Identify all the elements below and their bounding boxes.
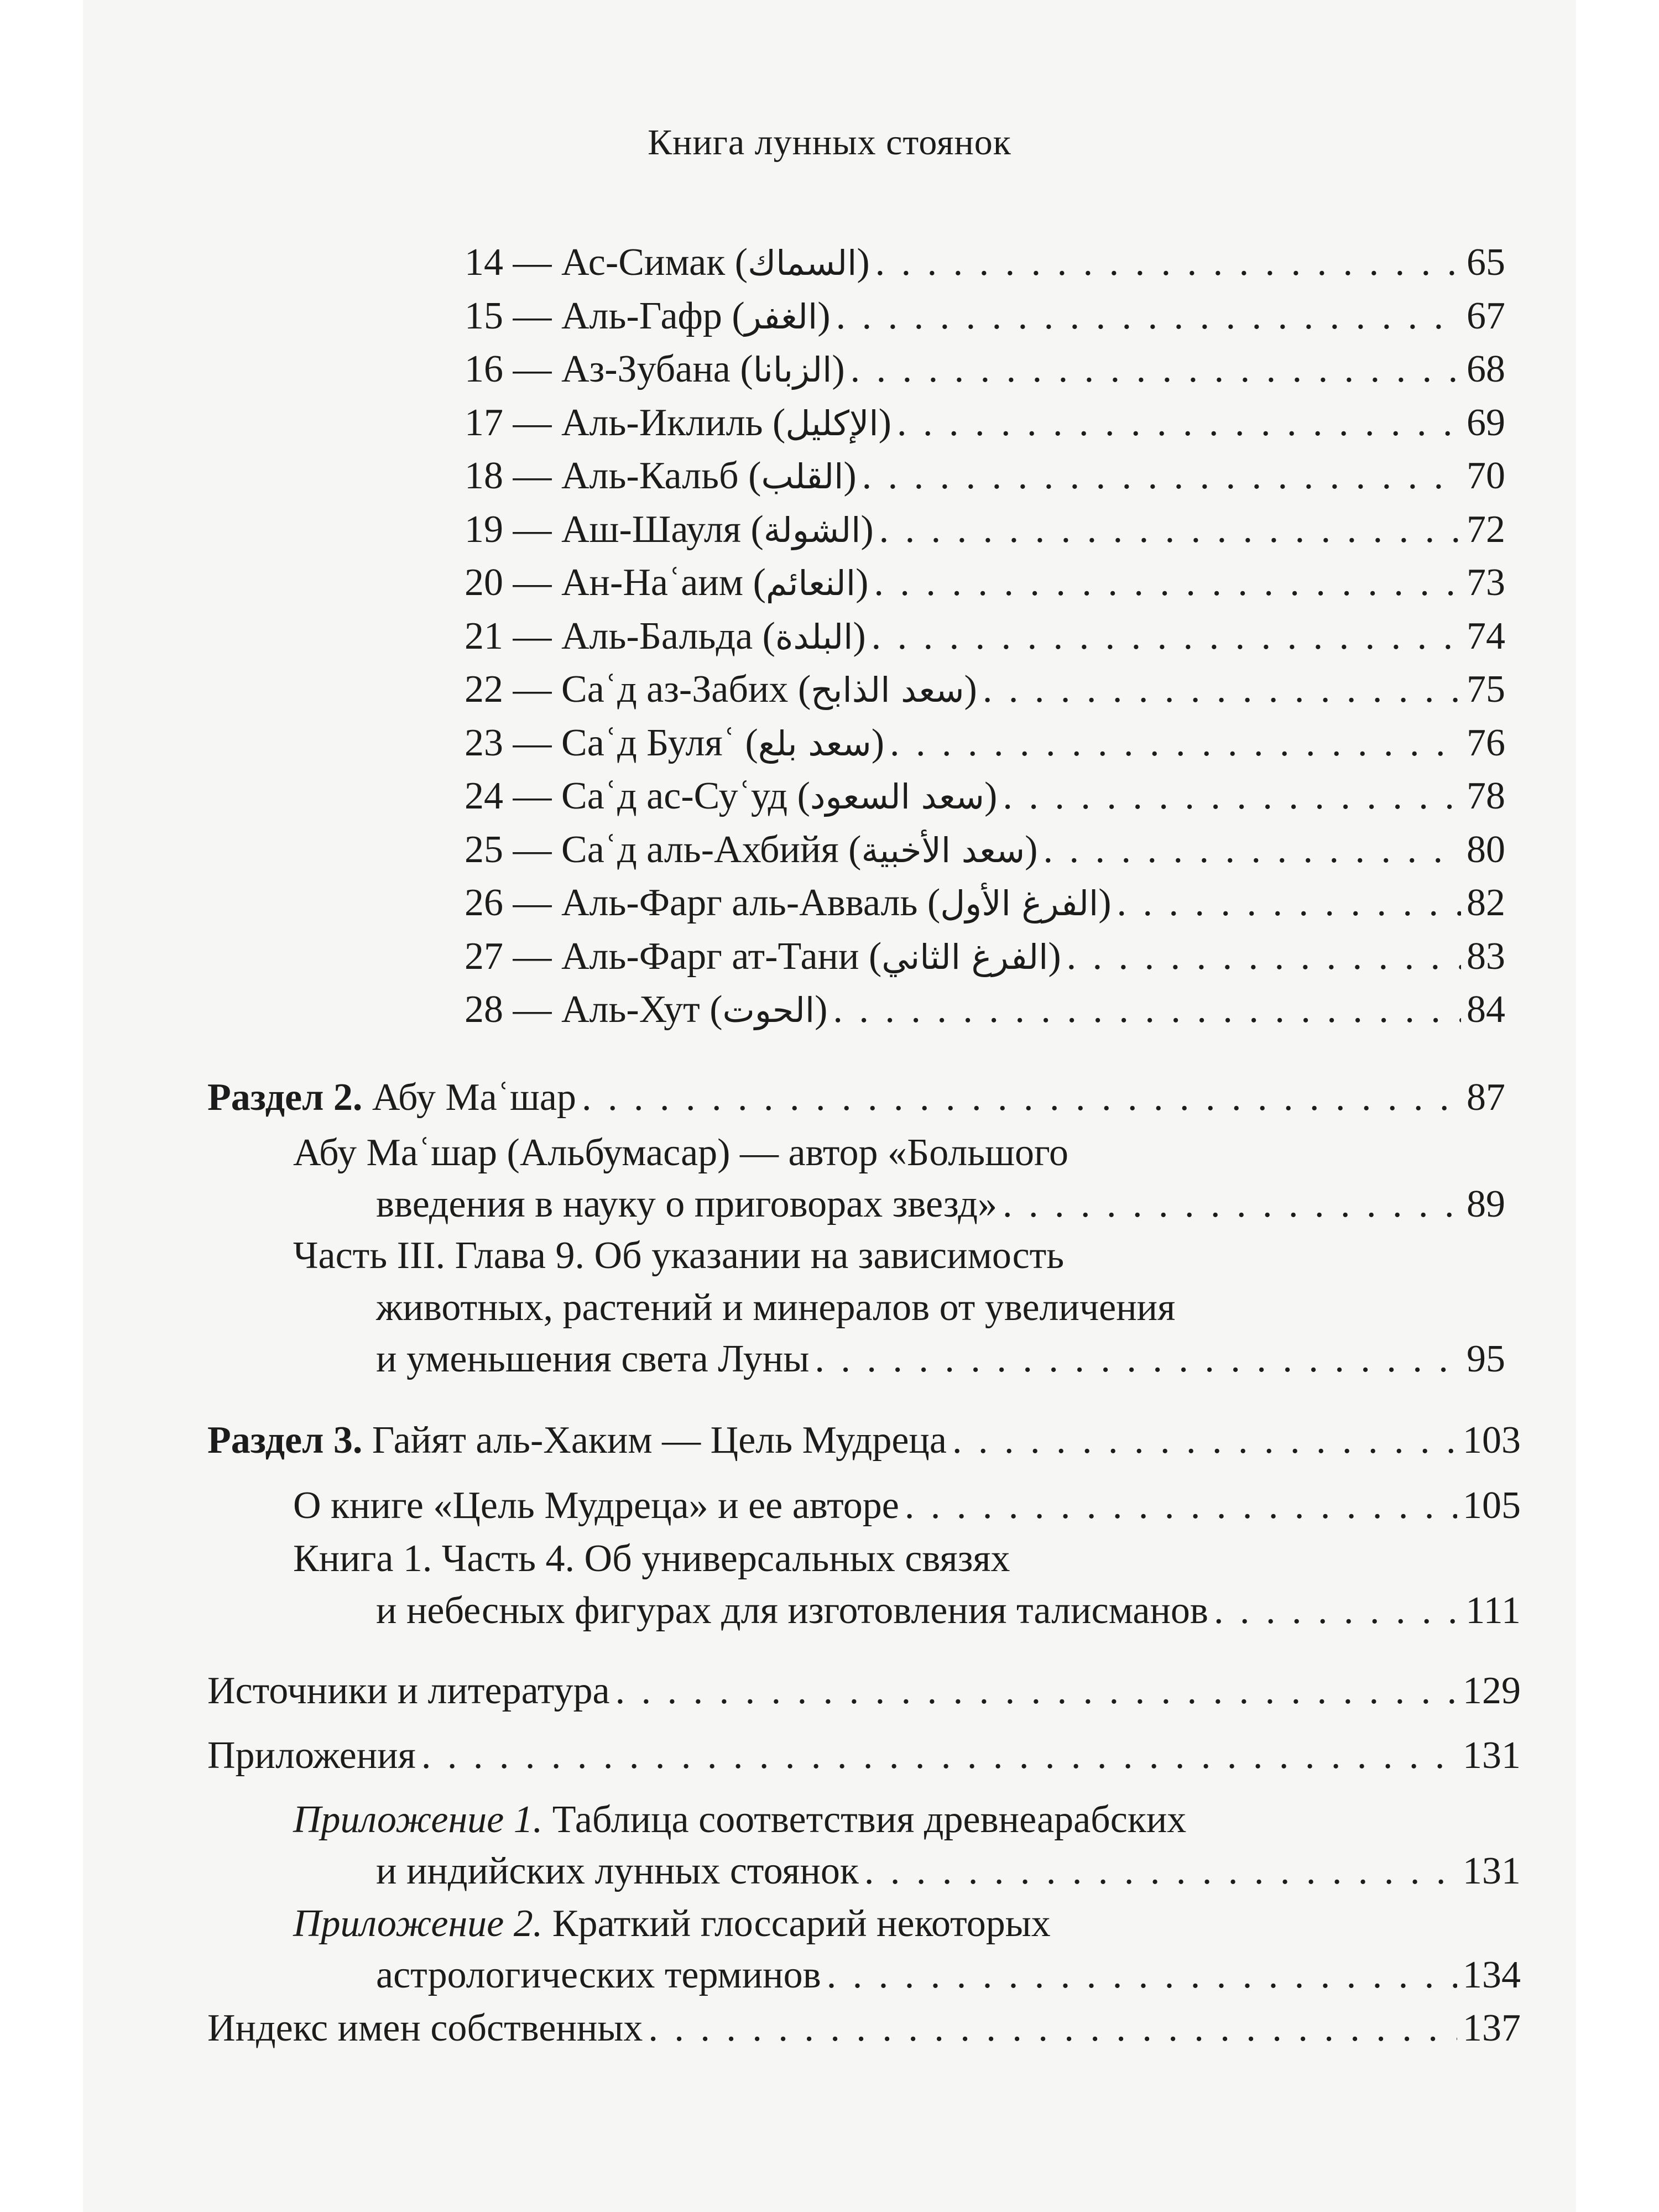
dot-leader [1067, 937, 1461, 976]
toc-entry-station[interactable]: 20 — Ан-Наʿаим (النعائم) . . . 73 [465, 564, 1505, 602]
toc-entry-station[interactable]: 14 — Ас-Симак (السماك) . . . 65 [465, 243, 1505, 282]
dot-leader [952, 1421, 1457, 1460]
station-arabic-name: سعد الأخبية [861, 830, 1025, 870]
toc-entry-section3[interactable] [207, 1421, 1521, 1460]
toc-entry-station[interactable]: 23 — Саʿд Буляʿ (سعد بلع) . . . 76 [465, 724, 1505, 763]
station-number: 25 [465, 828, 503, 871]
section2-sub2-line1: Часть III. Глава 9. Об указании на зависимость [293, 1234, 1065, 1277]
section2-number: Раздел 2. [207, 1076, 363, 1119]
station-arabic-name: سعد بلع [758, 723, 872, 764]
dot-leader [1043, 831, 1461, 869]
station-number: 15 [465, 294, 503, 337]
toc-entry-section3-sub2[interactable] [376, 1589, 1521, 1632]
dot-leader [983, 670, 1461, 709]
page-number: 129 [1463, 1670, 1521, 1712]
appendix1-label: Приложение 1. [293, 1798, 543, 1841]
page-number: 68 [1467, 348, 1505, 390]
page-number: 78 [1467, 775, 1505, 817]
page-number: 65 [1467, 241, 1505, 284]
section3-number: Раздел 3. [207, 1419, 363, 1462]
dash: — [513, 935, 552, 978]
dot-leader [1214, 1592, 1460, 1630]
station-number: 19 [465, 508, 503, 551]
station-name: Саʿд ас-Суʿуд [561, 775, 788, 817]
dash: — [513, 881, 552, 924]
appendix1-text: Таблица соответствия древнеарабских [552, 1798, 1187, 1841]
station-name: Аз-Зубана [561, 348, 731, 390]
station-name: Аль-Гафр [561, 294, 722, 337]
appendix2-line1 [293, 1902, 1051, 1945]
station-number: 18 [465, 455, 503, 497]
station-name: Аль-Кальб [561, 455, 739, 497]
index-title: Индекс имен собственных [207, 2007, 643, 2049]
page-number: 83 [1467, 935, 1505, 978]
page-number: 70 [1467, 455, 1505, 497]
station-arabic-name: الإكليل [785, 403, 879, 444]
dash: — [513, 775, 552, 817]
dot-leader [875, 243, 1461, 282]
toc-entry-station[interactable]: 26 — Аль-Фарг аль-Авваль (الفرغ الأول) . . . 82 [465, 884, 1505, 922]
station-name: Ан-Наʿаим [561, 561, 744, 604]
dot-leader [874, 564, 1461, 602]
station-name: Аль-Бальда [561, 614, 753, 658]
toc-entry-section3-sub1[interactable] [293, 1486, 1521, 1525]
station-name: Саʿд аль-Ахбийя [561, 828, 839, 871]
station-name: Ас-Симак [561, 241, 726, 284]
station-number: 26 [465, 881, 503, 924]
dot-leader [897, 404, 1461, 442]
section2-sub2-line3: и уменьшения света Луны [376, 1338, 810, 1380]
dash: — [513, 455, 552, 497]
toc-entry-section2-sub2[interactable] [376, 1340, 1505, 1379]
toc-entry-station[interactable]: 21 — Аль-Бальда (البلدة) . . . 74 [465, 617, 1505, 656]
toc-entry-section2[interactable] [207, 1078, 1505, 1117]
toc-entry-station[interactable]: 18 — Аль-Кальб (القلب) . . . 70 [465, 457, 1505, 495]
page-number: 111 [1465, 1589, 1521, 1632]
toc-entry-station[interactable]: 15 — Аль-Гафр (الغفر) . . . 67 [465, 297, 1505, 336]
station-arabic-name: الغفر [744, 296, 818, 337]
dot-leader [582, 1078, 1461, 1117]
station-arabic-name: سعد الذابح [811, 670, 964, 710]
dot-leader [1117, 884, 1461, 922]
page-number: 131 [1463, 1734, 1521, 1777]
station-name: Саʿд аз-Забих [561, 668, 789, 711]
section3-title: Гайят аль-Хаким — Цель Мудреца [372, 1419, 947, 1462]
station-number: 27 [465, 935, 503, 978]
dash: — [513, 508, 552, 551]
toc-entry-appendix1[interactable] [376, 1852, 1521, 1891]
toc-entry-station[interactable]: 25 — Саʿд аль-Ахбийя (سعد الأخبية) . . . 80 [465, 831, 1505, 869]
station-arabic-name: الفرغ الأول [940, 883, 1099, 924]
page-number: 87 [1467, 1076, 1505, 1119]
appendix1-line2: и индийских лунных стоянок [376, 1850, 859, 1892]
running-header: Книга лунных стоянок [648, 122, 1011, 163]
dash: — [513, 348, 552, 390]
toc-entry-station[interactable]: 19 — Аш-Шауля (الشولة) . . . 72 [465, 510, 1505, 549]
page-number: 69 [1467, 401, 1505, 444]
page-number: 89 [1467, 1183, 1505, 1225]
toc-entry-appendices[interactable] [207, 1736, 1521, 1775]
dot-leader [851, 350, 1461, 389]
section2-sub1-line2: введения в науку о приговорах звезд» [376, 1183, 997, 1225]
station-name: Аль-Фарг аль-Авваль [561, 881, 918, 924]
station-name: Аль-Хут [561, 988, 700, 1031]
section3-sub1: О книге «Цель Мудреца» и ее авторе [293, 1484, 899, 1527]
page-number: 131 [1463, 1850, 1521, 1892]
station-number: 20 [465, 561, 503, 604]
station-number: 16 [465, 348, 503, 390]
station-arabic-name: النعائم [765, 563, 856, 603]
toc-entry-station[interactable]: 17 — Аль-Иклиль (الإكليل) . . . 69 [465, 404, 1505, 442]
station-name: Аль-Иклиль [561, 401, 763, 444]
station-arabic-name: الشولة [763, 509, 861, 550]
toc-entry-station[interactable]: 22 — Саʿд аз-Забих (سعد الذابح) . . . 75 [465, 670, 1505, 709]
toc-entry-station[interactable]: 16 — Аз-Зубана (الزبانا) . . . 68 [465, 350, 1505, 389]
dot-leader [905, 1486, 1457, 1525]
appendix2-label: Приложение 2. [293, 1902, 543, 1945]
dash: — [513, 828, 552, 871]
dot-leader [1003, 777, 1461, 816]
toc-entry-sources[interactable] [207, 1672, 1521, 1710]
page-number: 73 [1467, 561, 1505, 604]
dot-leader [827, 1956, 1457, 1995]
dash: — [513, 241, 552, 284]
appendix1-line1 [293, 1798, 1187, 1841]
station-arabic-name: الفرغ الثاني [881, 936, 1048, 977]
toc-entry-station[interactable]: 27 — Аль-Фарг ат-Тани (الفرغ الثاني) . . . 83 [465, 937, 1505, 976]
appendix2-line2: астрологических терминов [376, 1954, 821, 1996]
dot-leader [421, 1736, 1457, 1775]
page-number: 105 [1463, 1484, 1521, 1527]
section2-sub1-line1: Абу Маʿшар (Альбумасар) — автор «Большого [293, 1131, 1069, 1174]
station-number: 21 [465, 614, 503, 658]
page-number: 103 [1463, 1419, 1521, 1462]
toc-entry-appendix2[interactable] [376, 1956, 1521, 1995]
dot-leader [890, 724, 1461, 763]
dash: — [513, 988, 552, 1031]
section3-sub2-line1: Книга 1. Часть 4. Об универсальных связях [293, 1537, 1010, 1580]
dash: — [513, 614, 552, 658]
page-number: 82 [1467, 881, 1505, 924]
station-number: 28 [465, 988, 503, 1031]
station-arabic-name: القلب [761, 456, 844, 497]
page-number: 74 [1467, 614, 1505, 658]
dot-leader [1003, 1185, 1461, 1224]
dash: — [513, 401, 552, 444]
page-number: 134 [1463, 1954, 1521, 1996]
station-name: Аш-Шауля [561, 508, 741, 551]
page-number: 95 [1467, 1338, 1505, 1380]
book-page [83, 0, 1576, 2212]
station-arabic-name: السماك [748, 243, 857, 283]
toc-entry-station[interactable]: 24 — Саʿд ас-Суʿуд (سعد السعود) . . . 78 [465, 777, 1505, 816]
dash: — [513, 668, 552, 711]
station-number: 24 [465, 775, 503, 817]
station-name: Аль-Фарг ат-Тани [561, 935, 859, 978]
dot-leader [862, 457, 1461, 495]
sources-title: Источники и литература [207, 1670, 610, 1712]
page-number: 80 [1467, 828, 1505, 871]
station-number: 22 [465, 668, 503, 711]
station-arabic-name: الحوت [722, 990, 815, 1030]
section2-title: Абу Маʿшар [372, 1076, 576, 1119]
dot-leader [864, 1852, 1457, 1891]
station-number: 14 [465, 241, 503, 284]
station-number: 17 [465, 401, 503, 444]
toc-entry-index[interactable] [207, 2009, 1521, 2048]
section3-sub2-line2: и небесных фигурах для изготовления талисманов [376, 1589, 1208, 1632]
page-number: 84 [1467, 988, 1505, 1031]
station-arabic-name: البلدة [775, 616, 853, 657]
dash: — [513, 561, 552, 604]
station-arabic-name: سعد السعود [810, 776, 985, 817]
toc-entry-station[interactable]: 28 — Аль-Хут (الحوت) . . . 84 [465, 990, 1505, 1029]
toc-entry-section2-sub1[interactable] [376, 1185, 1505, 1224]
dot-leader [836, 297, 1461, 336]
station-arabic-name: الزبانا [753, 349, 832, 390]
dot-leader [648, 2009, 1457, 2048]
page-number: 137 [1463, 2007, 1521, 2049]
dot-leader [872, 617, 1461, 656]
dash: — [513, 294, 552, 337]
page-number: 75 [1467, 668, 1505, 711]
station-number: 23 [465, 721, 503, 764]
page-number: 67 [1467, 294, 1505, 337]
station-name: Саʿд Буляʿ [561, 721, 735, 764]
appendix2-text: Краткий глоссарий некоторых [552, 1902, 1051, 1945]
page-number: 76 [1467, 721, 1505, 764]
appendices-title: Приложения [207, 1734, 416, 1777]
dash: — [513, 721, 552, 764]
dot-leader [833, 990, 1461, 1029]
dot-leader [615, 1672, 1457, 1710]
section2-sub2-line2: животных, растений и минералов от увеличения [376, 1286, 1176, 1329]
dot-leader [815, 1340, 1461, 1379]
page-number: 72 [1467, 508, 1505, 551]
dot-leader [879, 510, 1461, 549]
